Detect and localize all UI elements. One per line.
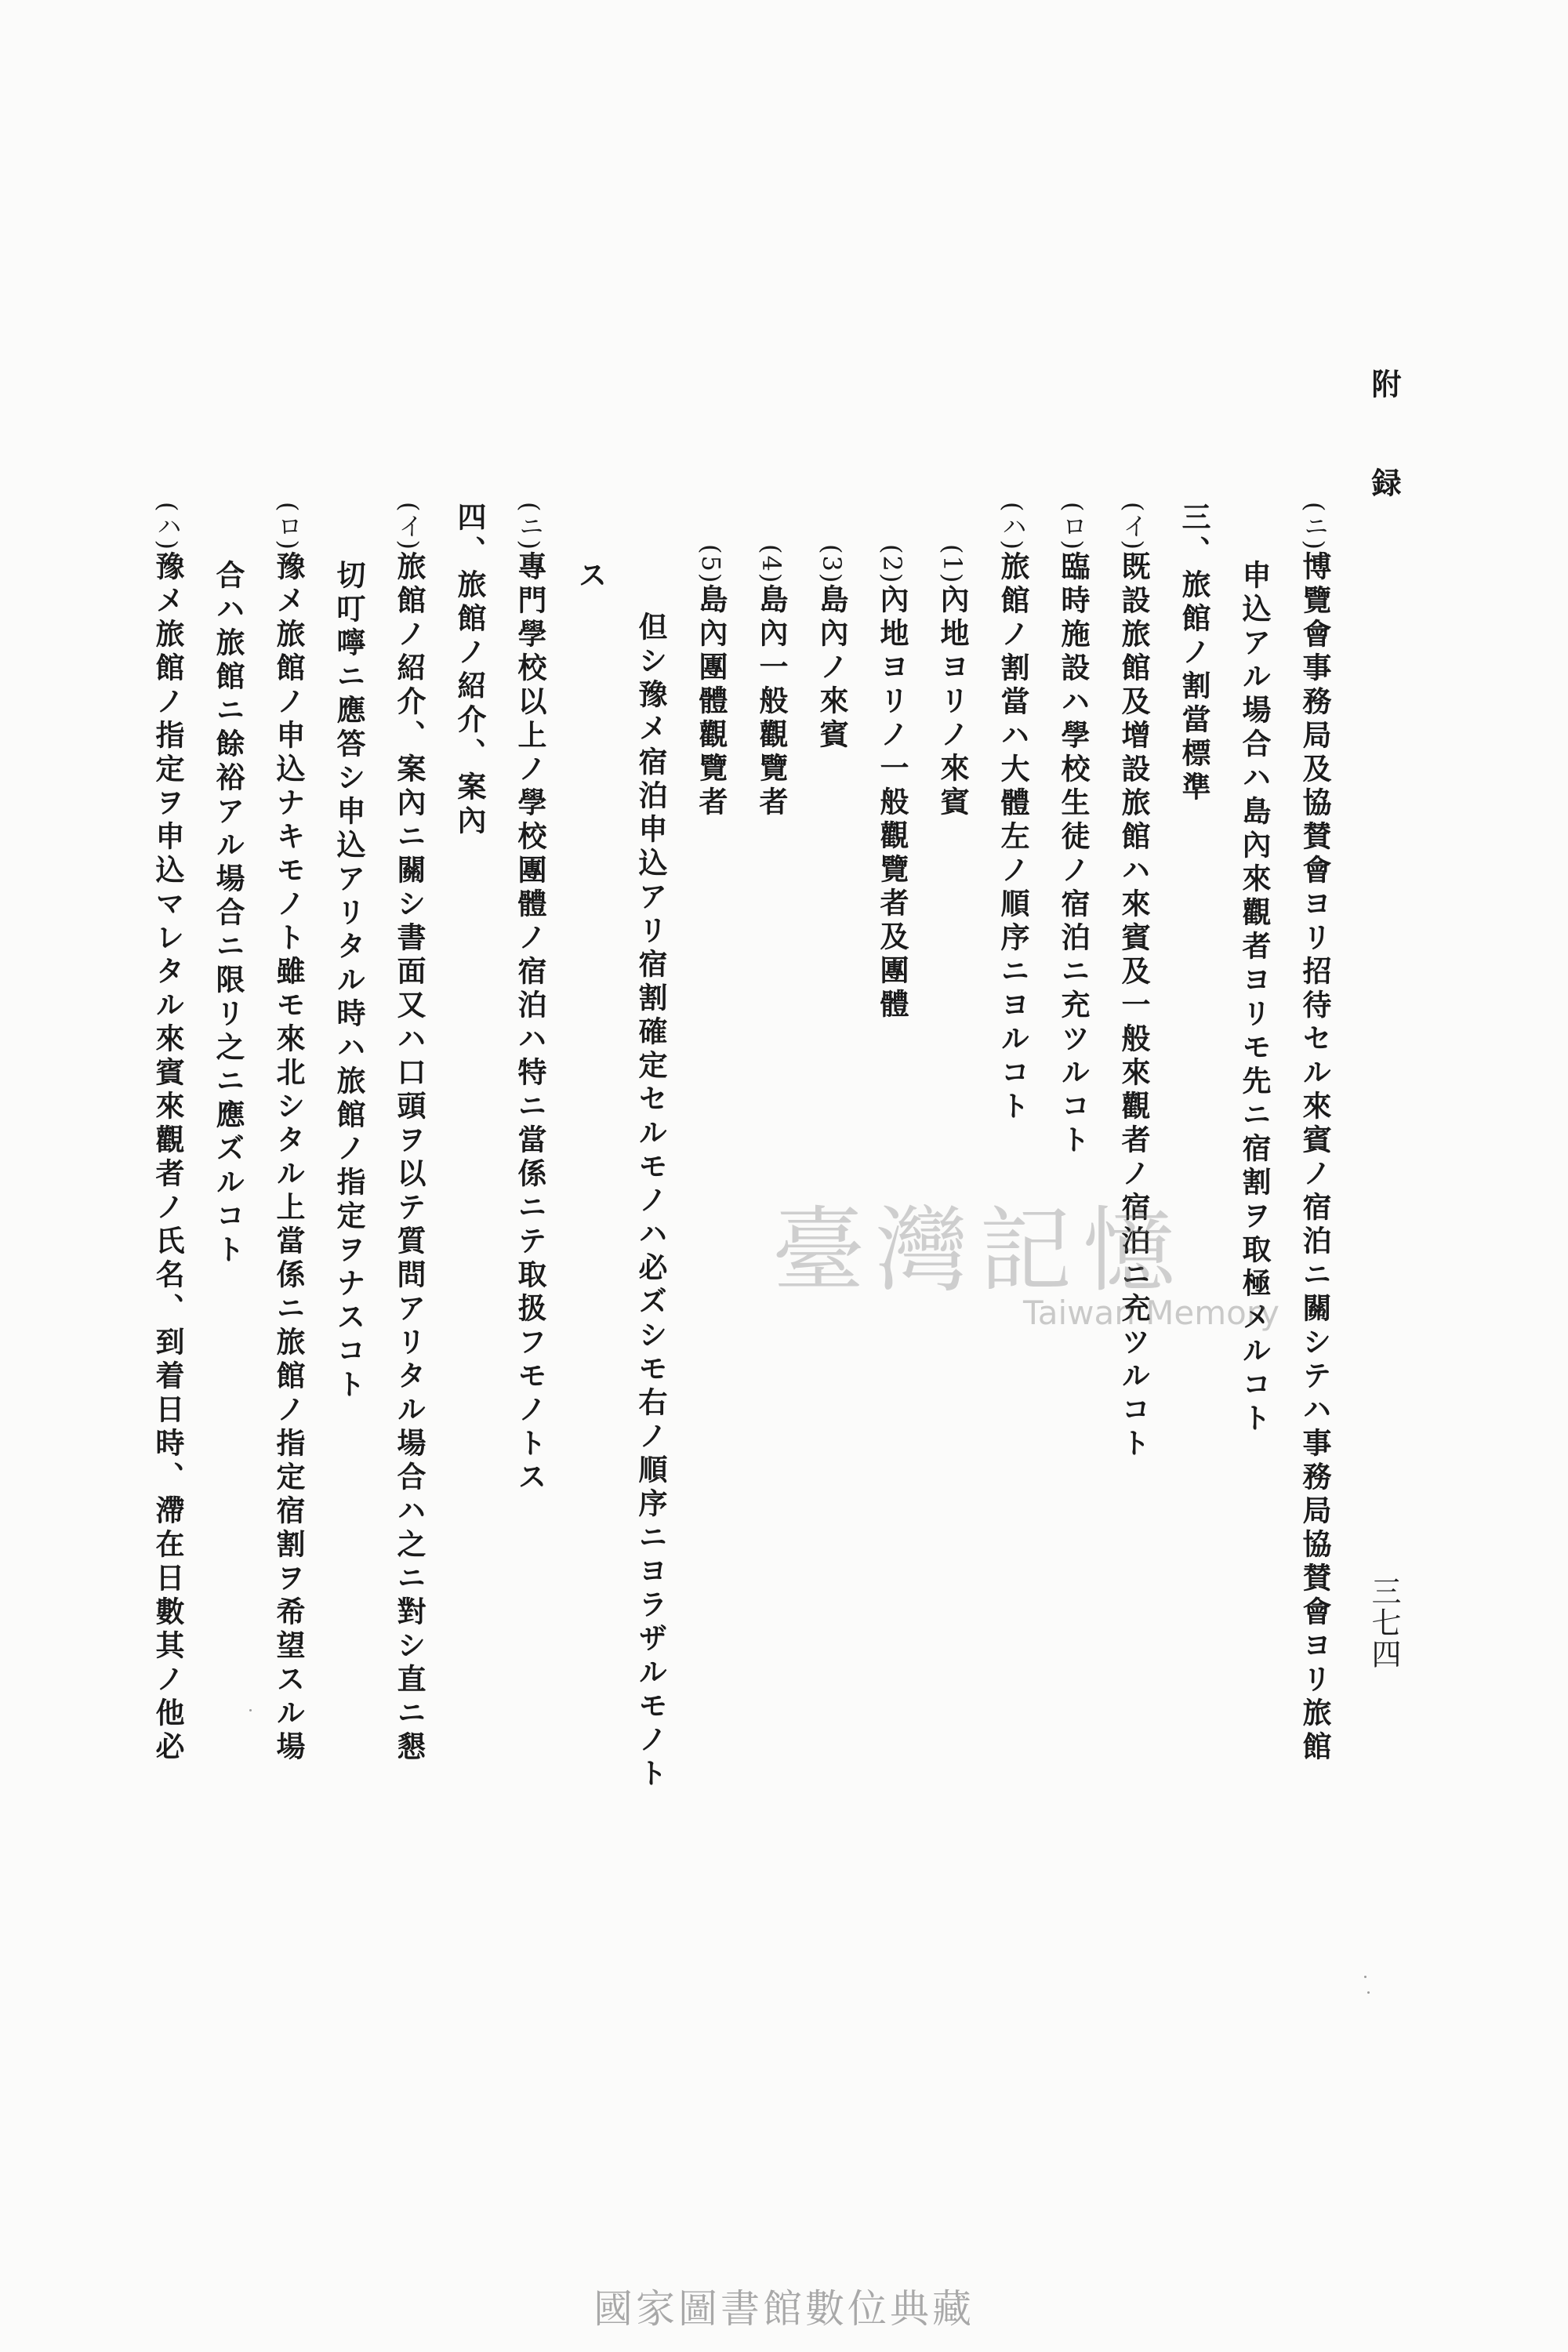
column-text: 四、旅館ノ紹介、案內 [452,502,487,839]
column-text: 申込アル場合ハ島內來觀者ヨリモ先ニ宿割ヲ取極メルコト [1237,560,1272,1436]
text-column [862,502,922,1866]
text-column [198,502,258,1866]
footer-credit: 國家圖書館數位典藏 [593,2286,975,2332]
text-column [922,502,982,1866]
watermark-subtitle: Taiwan Memory [1023,1294,1279,1332]
text-column [801,502,862,1866]
scan-speck [1364,1976,1367,1978]
text-column [681,502,741,1866]
watermark-title: 臺灣記憶 [772,1196,1187,1305]
column-text: 三、旅館ノ割當標準 [1177,502,1211,805]
page-number: 三七四 [1367,1576,1401,1670]
column-text: 豫メ旅館ノ申込ナキモノト雖モ來北シタル上當係ニ旅館ノ指定宿割ヲ希望スル場 [271,550,306,1765]
text-column [379,502,439,1866]
scan-speck [249,1709,252,1711]
text-column [982,502,1043,1866]
column-text: 臨時施設ハ學校生徒ノ宿泊ニ充ツルコト [1056,550,1091,1158]
column-text: 內地ヨリノ來賓 [935,584,970,821]
item-marker: (ニ) [1300,502,1330,551]
column-text: 旅館ノ紹介、案內ニ關シ書面又ハ口頭ヲ以テ質問アリタル場合ハ之ニ對シ直ニ懇 [392,550,426,1765]
text-column [560,502,620,1866]
column-text: 旅館ノ割當ハ大體左ノ順序ニヨルコト [996,550,1030,1124]
item-marker: (ハ) [998,502,1028,551]
column-text: 既設旅館及增設旅館ハ來賓及一般來觀者ノ宿泊ニ充ツルコト [1116,550,1151,1461]
item-marker: (2) [877,544,907,585]
column-text: 豫メ旅館ノ指定ヲ申込マレタル來賓來觀者ノ氏名、到着日時、滯在日數其ノ他必 [151,550,185,1765]
item-marker: (ロ) [1058,502,1088,551]
section-heading [1163,502,1224,1866]
text-column [1043,502,1103,1866]
text-column [1103,502,1163,1866]
item-marker: (3) [817,544,847,585]
item-marker: (4) [757,544,786,585]
text-column [620,502,681,1866]
text-column [1224,502,1284,1866]
column-text: 島內一般觀覽者 [754,584,789,821]
item-marker: (ニ) [515,502,545,551]
text-column [137,502,198,1866]
section-heading [439,502,499,1866]
column-text: 專門學校以上ノ學校團體ノ宿泊ハ特ニ當係ニテ取扱フモノトス [513,550,547,1495]
body-text [137,502,1345,1866]
column-text: 合ハ旅館ニ餘裕アル場合ニ限リ之ニ應ズルコト [211,560,245,1268]
scan-speck [1367,1991,1370,1994]
item-marker: (イ) [394,502,424,551]
item-marker: (1) [938,544,967,585]
item-marker: (ロ) [274,502,303,551]
item-marker: (ハ) [153,502,183,551]
column-text: ス [573,560,608,593]
text-column [318,502,379,1866]
column-text: 內地ヨリノ一般觀覽者及團體 [875,584,909,1023]
text-column [741,502,801,1866]
column-text: 島內ノ來賓 [815,584,849,753]
running-title: 附録 [1367,368,1402,566]
column-text: 博覽會事務局及協賛會ヨリ招待セル來賓ノ宿泊ニ關シテハ事務局協賛會ヨリ旅館 [1298,550,1332,1765]
item-marker: (5) [696,544,726,585]
item-marker: (イ) [1119,502,1149,551]
text-column [258,502,318,1866]
column-text: 但シ豫メ宿泊申込アリ宿割確定セルモノハ必ズシモ右ノ順序ニヨラザルモノト [633,612,668,1791]
column-text: 島內團體觀覽者 [694,584,728,821]
text-column [1284,502,1345,1866]
text-column [499,502,560,1866]
column-text: 切叮嚀ニ應答シ申込アリタル時ハ旅館ノ指定ヲナスコト [332,560,366,1403]
